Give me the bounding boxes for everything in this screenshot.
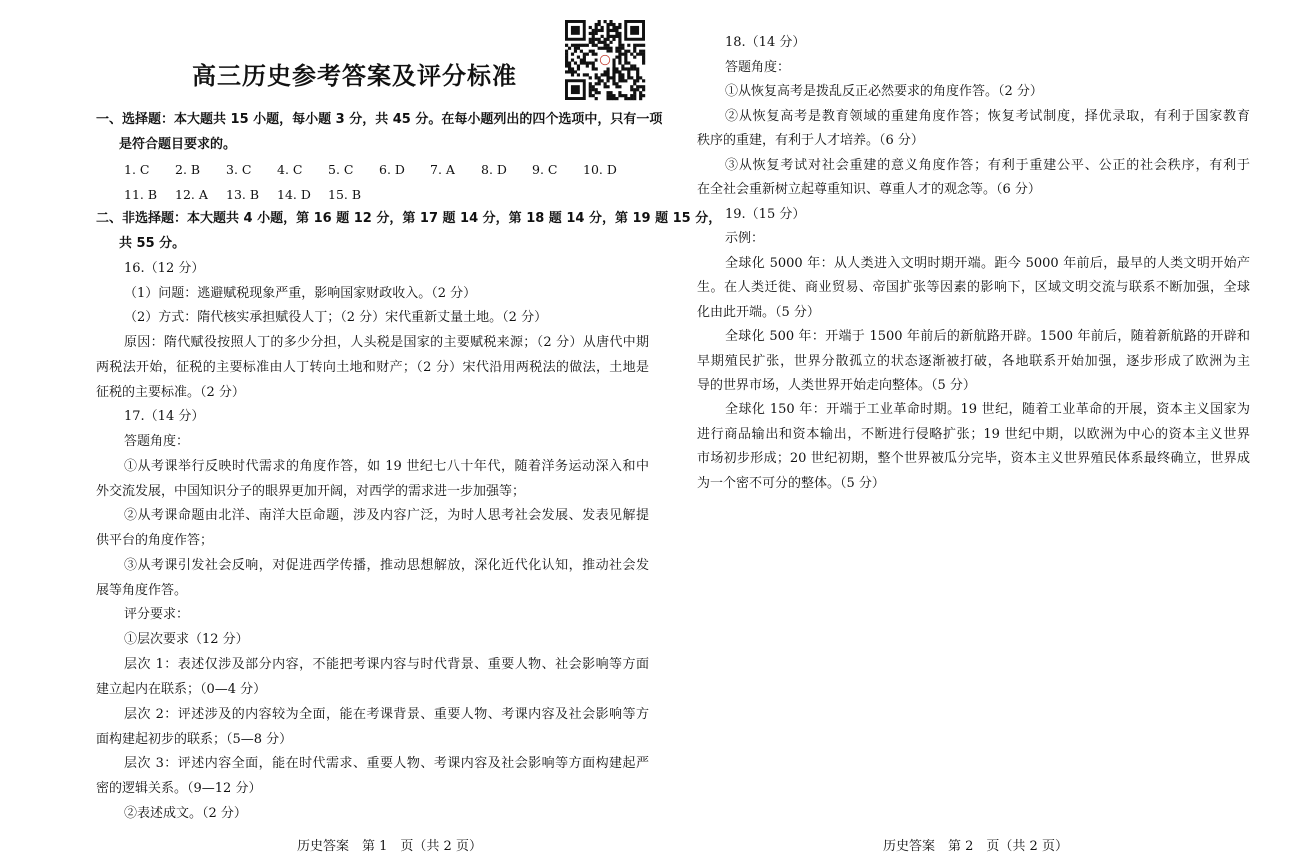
q18-point3-line1: ③从恢复考试对社会重建的意义角度作答；有利于重建公平、公正的社会秩序，有利于	[725, 158, 1250, 173]
q17-point1-line2: 外交流发展，中国知识分子的眼界更加开阔，对西学的需求进一步加强等；	[96, 484, 526, 499]
q18-point2-line2: 秩序的重建，有利于人才培养。（6 分）	[697, 133, 924, 148]
section1-heading: 一、选择题：本大题共 15 小题，每小题 3 分，共 45 分。在每小题列出的四个选项中，只有一项	[96, 112, 663, 127]
answer-item: 9. C	[532, 162, 558, 177]
q17-level2-line2: 面构建起初步的联系；（5—8 分）	[96, 732, 293, 747]
answer-item: 8. D	[481, 162, 507, 177]
q18-point3-line2: 在全社会重新树立起尊重知识、尊重人才的观念等。（6 分）	[697, 182, 1041, 197]
q19-example-label: 示例：	[725, 231, 765, 246]
q19-para1-line3: 化由此开端。（5 分）	[697, 305, 820, 320]
answer-item: 2. B	[175, 162, 201, 177]
page-title: 高三历史参考答案及评分标准	[192, 62, 517, 90]
q18-point1: ①从恢复高考是拨乱反正必然要求的角度作答。（2 分）	[725, 84, 1043, 99]
qr-code	[565, 20, 645, 100]
q18-heading: 18.（14 分）	[725, 35, 806, 50]
q19-para3-line4: 为一个密不可分的整体。（5 分）	[697, 476, 885, 491]
q17-level3-line2: 密的逻辑关系。（9—12 分）	[96, 781, 262, 796]
q19-heading: 19.（15 分）	[725, 207, 806, 222]
q17-point3-line2: 展等角度作答。	[96, 583, 188, 598]
q16-reason-line3: 征税的主要标准。（2 分）	[96, 385, 245, 400]
answer-item: 6. D	[379, 162, 405, 177]
q19-para3-line2: 进行商品输出和资本输出，不断进行侵略扩张；19 世纪中期，以欧洲为中心的资本主义世界	[697, 427, 1250, 442]
section1-heading-cont: 是符合题目要求的。	[119, 137, 237, 152]
q17-score-label: 评分要求：	[124, 607, 190, 622]
q17-level1-line2: 建立起内在联系；（0—4 分）	[96, 682, 267, 697]
q16-part1: （1）问题：逃避赋税现象严重，影响国家财政收入。（2 分）	[124, 286, 477, 301]
q18-angle-label: 答题角度：	[725, 60, 791, 75]
q18-point2-line1: ②从恢复高考是教育领域的重建角度作答；恢复考试制度，择优录取，有利于国家教育	[725, 109, 1250, 124]
section2-heading: 二、非选择题：本大题共 4 小题，第 16 题 12 分，第 17 题 14 分，第 18 题 14 分，第 19 题 15 分，	[96, 211, 722, 226]
q19-para2-line1: 全球化 500 年：开端于 1500 年前后的新航路开辟。1500 年前后，随着新航路的开辟和	[725, 329, 1250, 344]
answer-item: 1. C	[124, 162, 150, 177]
q17-level3-line1: 层次 3：评述内容全面，能在时代需求、重要人物、考课内容及社会影响等方面构建起严	[124, 756, 649, 771]
q17-level-req: ①层次要求（12 分）	[124, 632, 249, 647]
q19-para1-line1: 全球化 5000 年：从人类进入文明时期开端。距今 5000 年前后，最早的人类文明开始产	[725, 256, 1250, 271]
q17-point2-line2: 供平台的角度作答；	[96, 533, 214, 548]
answer-item: 13. B	[226, 187, 260, 202]
q17-point3-line1: ③从考课引发社会反响，对促进西学传播，推动思想解放，深化近代化认知，推动社会发	[124, 558, 649, 573]
answers-row-1	[124, 161, 634, 179]
answer-item: 15. B	[328, 187, 362, 202]
answer-item: 10. D	[583, 162, 617, 177]
q19-para1-line2: 生。在人类迁徙、商业贸易、帝国扩张等因素的影响下，区域文明交流与联系不断加强，全球	[697, 280, 1250, 295]
answer-item: 3. C	[226, 162, 252, 177]
answer-item: 4. C	[277, 162, 303, 177]
answer-item: 11. B	[124, 187, 158, 202]
q17-angle-label: 答题角度：	[124, 434, 190, 449]
q17-level1-line1: 层次 1：表述仅涉及部分内容，不能把考课内容与时代背景、重要人物、社会影响等方面	[124, 657, 649, 672]
q17-point1-line1: ①从考课举行反映时代需求的角度作答，如 19 世纪七八十年代，随着洋务运动深入和中	[124, 459, 649, 474]
q17-write-req: ②表述成文。（2 分）	[124, 806, 247, 821]
q17-level2-line1: 层次 2：评述涉及的内容较为全面，能在考课背景、重要人物、考课内容及社会影响等方	[124, 707, 649, 722]
page-footer-1: 历史答案 第 1 页（共 2 页）	[297, 839, 482, 854]
q19-para3-line3: 市场初步形成；20 世纪初期，整个世界被瓜分完毕，资本主义世界殖民体系最终确立，世界成	[697, 451, 1250, 466]
q17-heading: 17.（14 分）	[124, 409, 205, 424]
q16-reason-line1: 原因：隋代赋役按照人丁的多少分担，人头税是国家的主要赋税来源；（2 分）从唐代中期	[124, 335, 649, 350]
q19-para2-line2: 早期殖民扩张，世界分散孤立的状态逐渐被打破，各地联系开始加强，逐步形成了欧洲为主	[697, 354, 1250, 369]
q17-point2-line1: ②从考课命题由北洋、南洋大臣命题，涉及内容广泛，为时人思考社会发展、发表见解提	[124, 508, 649, 523]
q19-para2-line3: 导的世界市场，人类世界开始走向整体。（5 分）	[697, 378, 976, 393]
section2-heading-cont: 共 55 分。	[119, 236, 186, 251]
page-footer-2: 历史答案 第 2 页（共 2 页）	[883, 839, 1068, 854]
q16-reason-line2: 两税法开始，征税的主要标准由人丁转向土地和财产；（2 分）宋代沿用两税法的做法，土地是	[96, 360, 649, 375]
answer-item: 5. C	[328, 162, 354, 177]
answer-item: 14. D	[277, 187, 311, 202]
answer-item: 7. A	[430, 162, 455, 177]
q16-heading: 16.（12 分）	[124, 261, 205, 276]
answers-row-2	[124, 186, 379, 204]
q19-para3-line1: 全球化 150 年：开端于工业革命时期。19 世纪，随着工业革命的开展，资本主义国家为	[725, 402, 1250, 417]
q16-part2: （2）方式：隋代核实承担赋役人丁；（2 分）宋代重新丈量土地。（2 分）	[124, 310, 548, 325]
answer-item: 12. A	[175, 187, 208, 202]
